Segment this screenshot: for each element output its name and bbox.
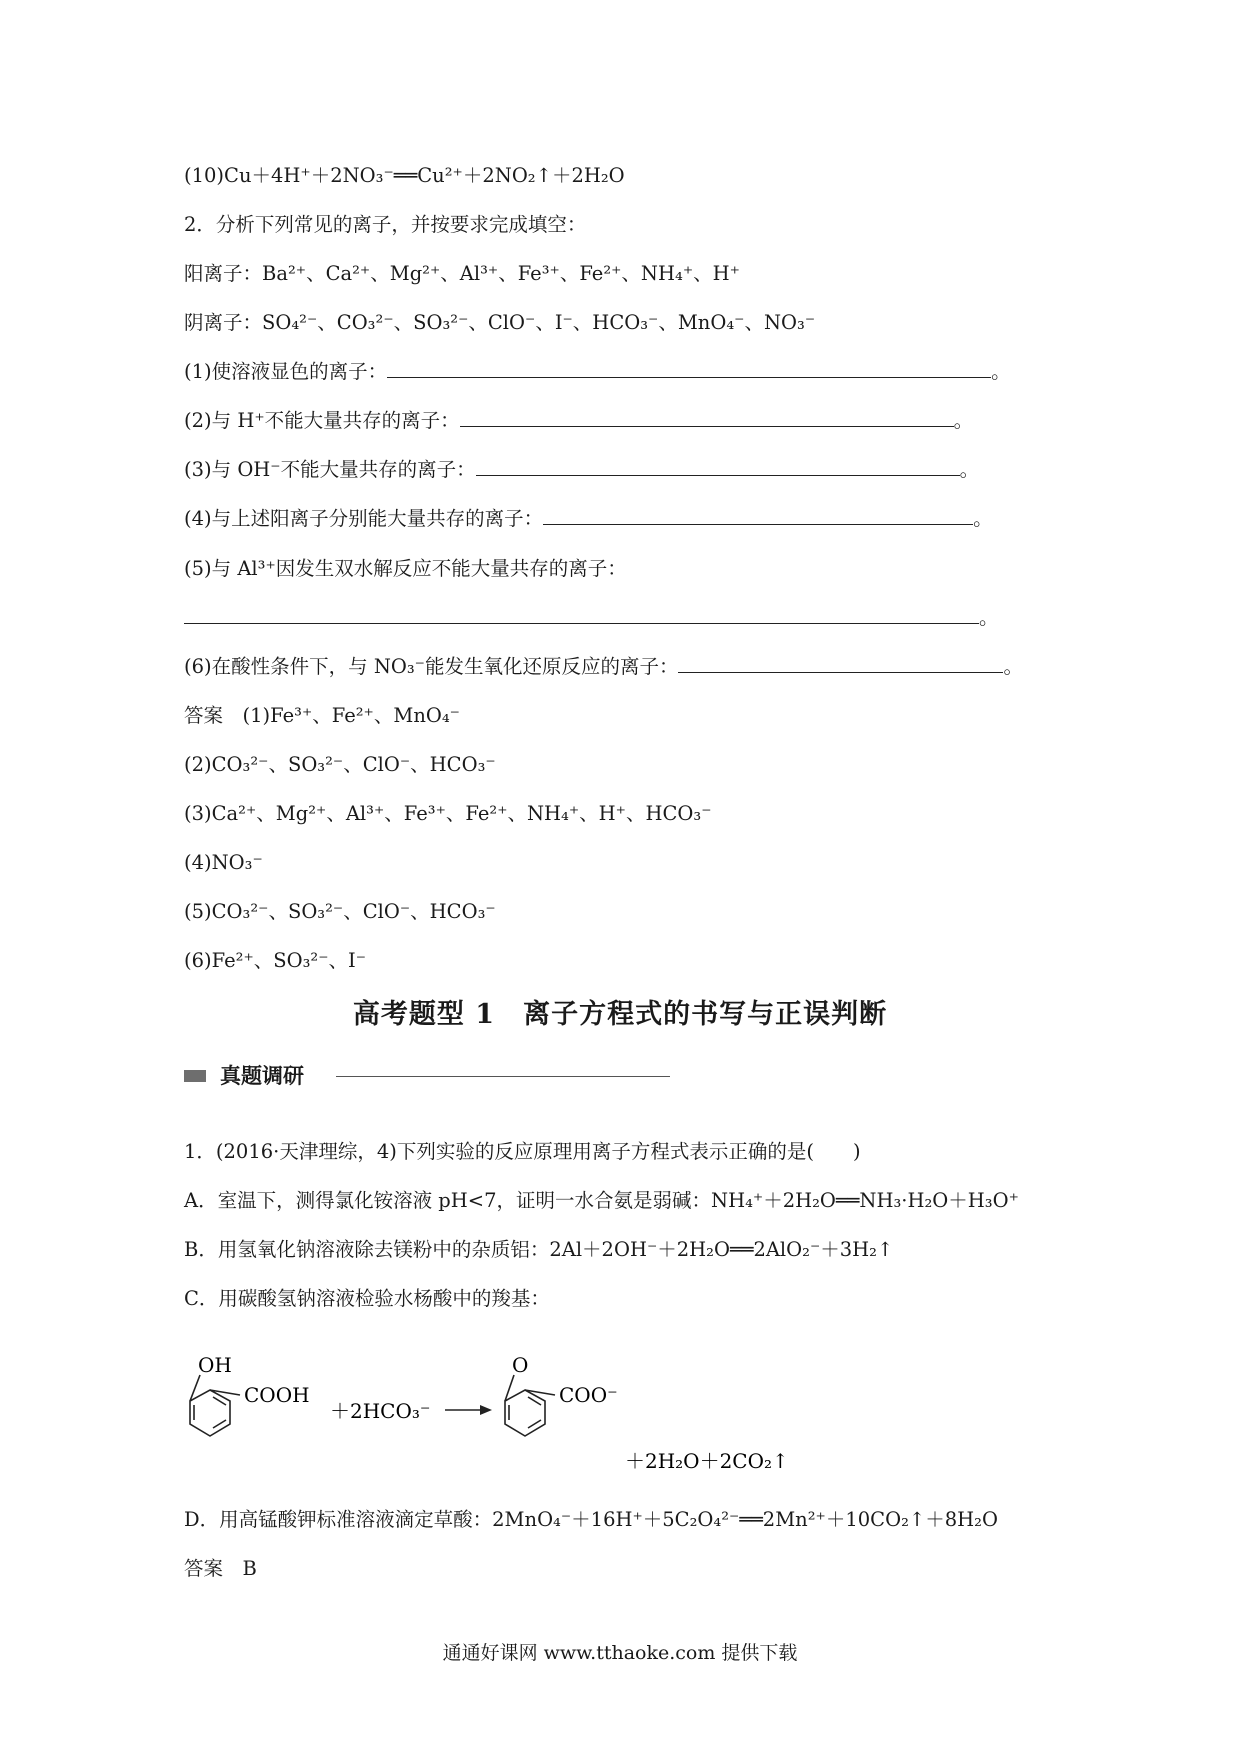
answer-3: (3)Ca²⁺、Mg²⁺、Al³⁺、Fe³⁺、Fe²⁺、NH₄⁺、H⁺、HCO₃⁻ (184, 802, 712, 825)
blank-4-label: (4)与上述阳离子分别能大量共存的离子： (184, 507, 544, 530)
carboxylate-label: COO⁻ (559, 1383, 618, 1407)
blank-3-label: (3)与 OH⁻不能大量共存的离子： (184, 458, 476, 481)
page-footer: 通通好课网 www.tthaoke.com 提供下载 (442, 1642, 798, 1664)
benzene-ring-right (505, 1390, 545, 1436)
option-d: D．用高锰酸钾标准溶液滴定草酸：2MnO₄⁻＋16H⁺＋5C₂O₄²⁻══2Mn²⁺＋10CO₂↑＋8H₂O (184, 1508, 998, 1531)
period: 。 (953, 409, 974, 432)
answer-2: (2)CO₃²⁻、SO₃²⁻、ClO⁻、HCO₃⁻ (184, 753, 496, 776)
answer-6: (6)Fe²⁺、SO₃²⁻、I⁻ (184, 949, 367, 972)
phenoxide-label: O (512, 1353, 529, 1377)
anion-list: 阴离子：SO₄²⁻、CO₃²⁻、SO₃²⁻、ClO⁻、I⁻、HCO₃⁻、MnO₄⁻、NO₃⁻ (184, 311, 816, 334)
hydroxyl-label: OH (198, 1353, 232, 1377)
answer-1: 答案 (1)Fe³⁺、Fe²⁺、MnO₄⁻ (184, 704, 460, 727)
option-a: A．室温下，测得氯化铵溶液 pH<7，证明一水合氨是弱碱：NH₄⁺＋2H₂O══NH₃·H₂O＋H₃O⁺ (184, 1189, 1019, 1212)
period: 。 (1003, 655, 1023, 678)
blank-1-label: (1)使溶液显色的离子： (184, 360, 388, 383)
blank-2-label: (2)与 H⁺不能大量共存的离子： (184, 409, 460, 432)
option-b: B．用氢氧化钠溶液除去镁粉中的杂质铝：2Al＋2OH⁻＋2H₂O══2AlO₂⁻＋3H₂↑ (184, 1238, 894, 1261)
blank-6-label: (6)在酸性条件下，与 NO₃⁻能发生氧化还原反应的离子： (184, 655, 679, 678)
period: 。 (979, 606, 999, 629)
answer-5: (5)CO₃²⁻、SO₃²⁻、ClO⁻、HCO₃⁻ (184, 900, 496, 923)
question-2-stem: 2．分析下列常见的离子，并按要求完成填空： (184, 213, 587, 236)
answer-label: 答案 B (184, 1557, 257, 1580)
option-c: C．用碳酸氢钠溶液检验水杨酸中的羧基： (184, 1287, 550, 1310)
carboxyl-label: COOH (244, 1383, 310, 1407)
period: 。 (973, 507, 993, 530)
equation-10: (10)Cu＋4H⁺＋2NO₃⁻══Cu²⁺＋2NO₂↑＋2H₂O (184, 164, 625, 187)
section-title: 真题调研 (220, 1064, 304, 1088)
blank-question-5: (5)与 Al³⁺因发生双水解反应不能大量共存的离子： (184, 557, 627, 580)
benzene-ring-left (190, 1390, 230, 1436)
period: 。 (991, 360, 1011, 383)
question-1-stem: 1．(2016·天津理综，4)下列实验的反应原理用离子方程式表示正确的是( ) (184, 1140, 861, 1163)
cation-list: 阳离子：Ba²⁺、Ca²⁺、Mg²⁺、Al³⁺、Fe³⁺、Fe²⁺、NH₄⁺、H⁺ (184, 262, 740, 285)
arrow-head-icon (480, 1405, 492, 1415)
reagent-label: ＋2HCO₃⁻ (330, 1399, 431, 1423)
section-heading: 高考题型 1 离子方程式的书写与正误判断 (352, 999, 888, 1030)
answer-4: (4)NO₃⁻ (184, 851, 263, 874)
products-label: ＋2H₂O＋2CO₂↑ (625, 1449, 789, 1473)
period: 。 (959, 458, 980, 481)
